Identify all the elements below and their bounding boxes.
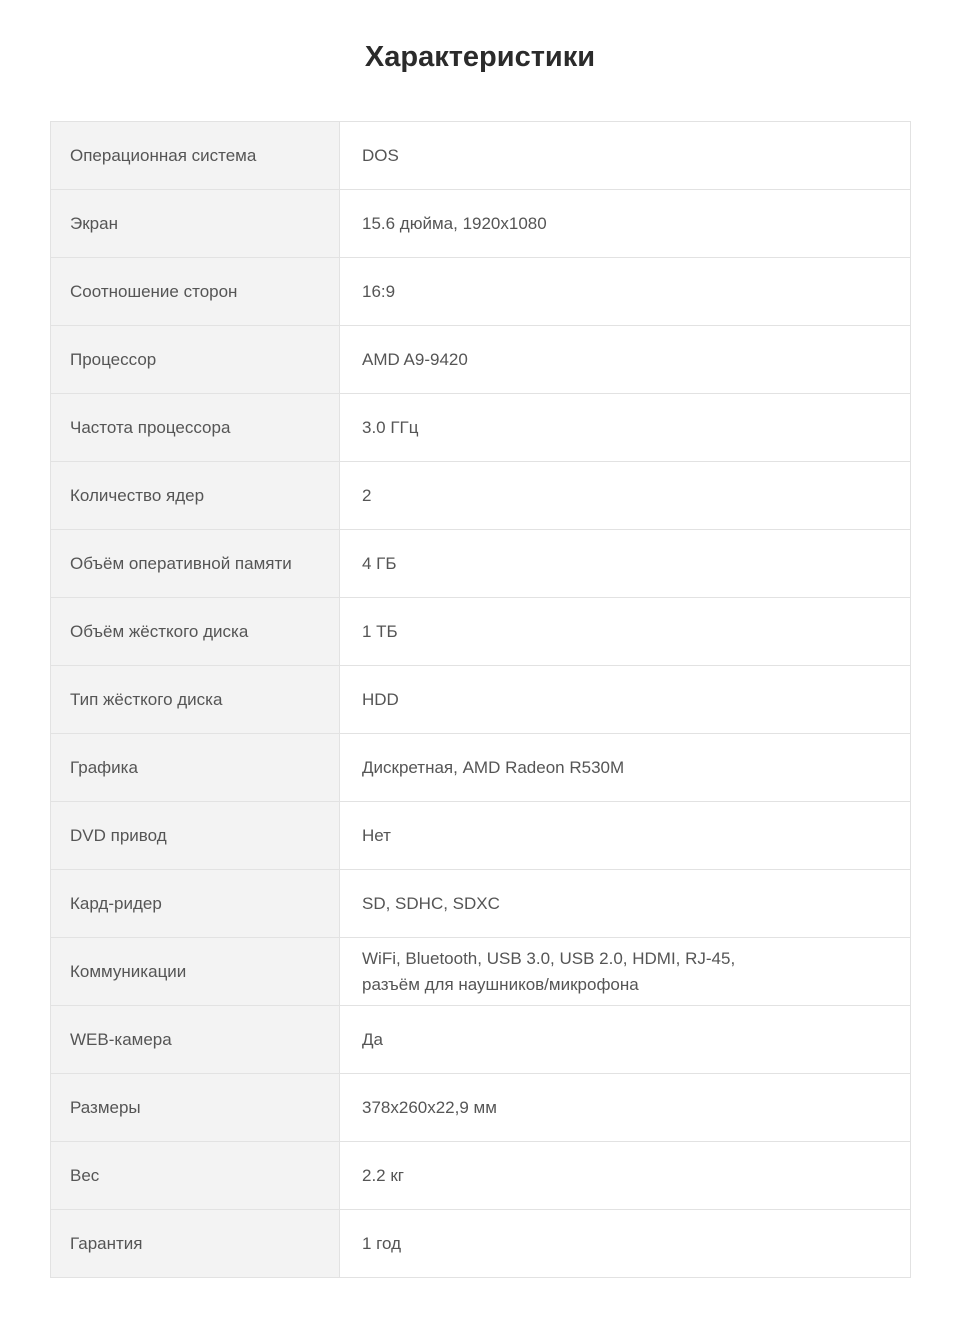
spec-value (340, 530, 911, 598)
spec-value-line: AMD A9-9420 (362, 349, 468, 369)
spec-row (51, 530, 911, 598)
spec-value-line: WiFi, Bluetooth, USB 3.0, USB 2.0, HDMI, RJ-45, (362, 948, 736, 968)
spec-label: Частота процессора (51, 394, 340, 462)
spec-row (51, 394, 911, 462)
spec-row (51, 938, 911, 1006)
spec-row (51, 1074, 911, 1142)
spec-value (340, 1006, 911, 1074)
spec-value-line: 1 ТБ (362, 621, 398, 641)
spec-row (51, 326, 911, 394)
spec-label: Гарантия (51, 1210, 340, 1278)
spec-value-line: 16:9 (362, 281, 396, 301)
spec-value (340, 666, 911, 734)
spec-row (51, 734, 911, 802)
spec-label: Тип жёсткого диска (51, 666, 340, 734)
spec-value (340, 1210, 911, 1278)
spec-value-line: Да (362, 1029, 383, 1049)
spec-label: Количество ядер (51, 462, 340, 530)
spec-label: Соотношение сторон (51, 258, 340, 326)
spec-row (51, 666, 911, 734)
spec-value (340, 122, 911, 190)
spec-value-line: 378x260x22,9 мм (362, 1097, 497, 1117)
page-title: Характеристики (364, 41, 596, 73)
spec-value (340, 870, 911, 938)
spec-label: Графика (51, 734, 340, 802)
spec-value (340, 258, 911, 326)
spec-label: Объём жёсткого диска (51, 598, 340, 666)
spec-label: WEB-камера (51, 1006, 340, 1074)
spec-label: Вес (51, 1142, 340, 1210)
spec-label: Процессор (51, 326, 340, 394)
spec-row (51, 462, 911, 530)
spec-value-line: разъём для наушников/микрофона (362, 974, 639, 994)
spec-label: Кард-ридер (51, 870, 340, 938)
spec-value-line: 3.0 ГГц (362, 417, 419, 437)
spec-value (340, 938, 911, 1006)
spec-value-line: DOS (362, 145, 399, 165)
spec-value-line: 2 (362, 485, 372, 505)
spec-value (340, 734, 911, 802)
spec-row (51, 598, 911, 666)
spec-row (51, 1006, 911, 1074)
spec-value-line: 15.6 дюйма, 1920x1080 (362, 213, 547, 233)
spec-value (340, 190, 911, 258)
spec-label: Коммуникации (51, 938, 340, 1006)
spec-value-line: Нет (362, 825, 391, 845)
spec-value-line: 1 год (362, 1233, 402, 1253)
spec-value (340, 1074, 911, 1142)
spec-value (340, 598, 911, 666)
spec-value-line: SD, SDHC, SDXC (362, 893, 500, 913)
spec-value-line: 2.2 кг (362, 1165, 404, 1185)
spec-value (340, 802, 911, 870)
spec-value (340, 394, 911, 462)
spec-value-line: HDD (362, 689, 399, 709)
spec-label: DVD привод (51, 802, 340, 870)
spec-value-line: 4 ГБ (362, 553, 397, 573)
spec-label: Экран (51, 190, 340, 258)
spec-row (51, 1142, 911, 1210)
spec-label: Операционная система (51, 122, 340, 190)
spec-row (51, 1210, 911, 1278)
spec-value-line: Дискретная, AMD Radeon R530M (362, 757, 625, 777)
spec-value (340, 326, 911, 394)
spec-value (340, 462, 911, 530)
spec-row (51, 122, 911, 190)
spec-row (51, 190, 911, 258)
spec-value (340, 1142, 911, 1210)
spec-label: Объём оперативной памяти (51, 530, 340, 598)
spec-label: Размеры (51, 1074, 340, 1142)
spec-row (51, 802, 911, 870)
spec-row (51, 870, 911, 938)
specs-table-body (51, 122, 911, 1278)
specs-table (50, 121, 911, 1278)
spec-row (51, 258, 911, 326)
